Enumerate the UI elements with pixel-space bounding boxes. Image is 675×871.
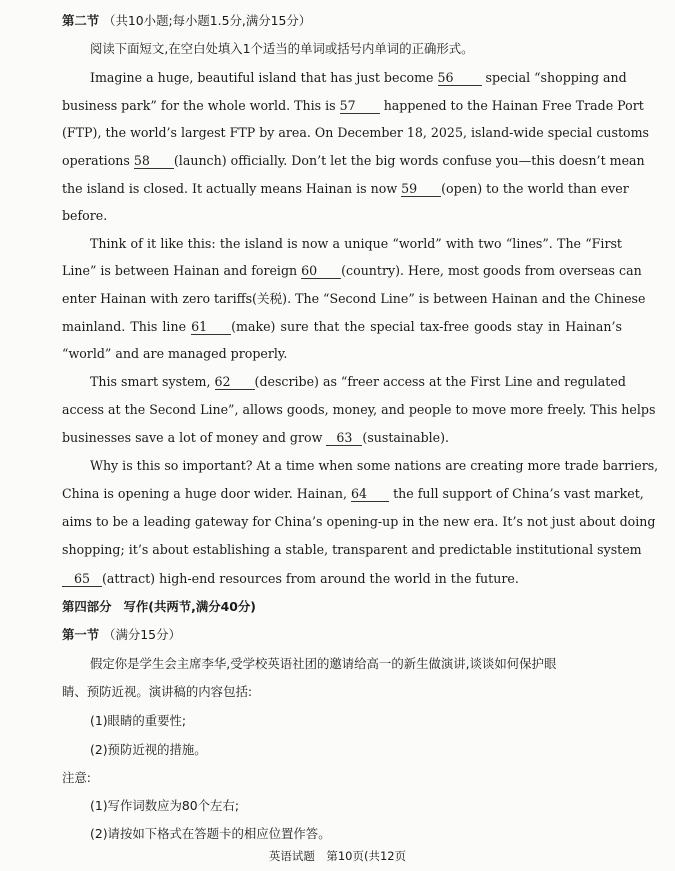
passage-line: access at the Second Line”, allows goods, money, and people to move more freely. This helps [62,402,656,417]
blank-57[interactable]: 57 [340,99,380,114]
section1-title: 第一节 [62,627,100,642]
section-header [62,12,622,30]
passage-line: (FTP), the world’s largest FTP by area. On December 18, 2025, island-wide special customs [62,125,650,140]
section1-score-note: （满分15分） [103,627,181,642]
blank-60[interactable]: 60 [301,264,341,279]
passage-line: Imagine a huge, beautiful island that has just become 56 special “shopping and [90,70,627,85]
prompt-line: 睛、预防近视。演讲稿的内容包括: [62,684,253,699]
page-footer: 英语试题 第10页(共12页 [268,849,407,863]
blank-59[interactable]: 59 [401,182,441,197]
passage-line: operations 58 (launch) officially. Don’t let the big words confuse you—this doesn’t mean [62,153,645,168]
section1-header [62,626,622,644]
content-item: (2)预防近视的措施。 [90,742,207,757]
passage-line: the island is closed. It actually means Hainan is now 59 (open) to the world than ever [62,181,629,196]
blank-58[interactable]: 58 [134,154,174,169]
passage-line: 65 (attract) high-end resources from around the world in the future. [62,570,622,588]
passage-line: business park” for the whole world. This is 57 happened to the Hainan Free Trade Port [62,98,644,113]
note-item: (1)写作词数应为80个左右; [90,798,240,813]
passage-line: “world” and are managed properly. [62,346,288,361]
part4-header [62,598,622,616]
instruction: 阅读下面短文,在空白处填入1个适当的单词或括号内单词的正确形式。 [90,41,474,56]
note-item: (2)请按如下格式在答题卡的相应位置作答。 [90,826,331,841]
passage-line: Think of it like this: the island is now a unique “world” with two “lines”. The “First [90,236,622,251]
passage-line: mainland. This line 61 (make) sure that the special tax-free goods stay in Hainan’s [62,319,622,334]
notes-label: 注意: [62,770,91,785]
passage-line: Why is this so important? At a time when some nations are creating more trade barriers, [90,458,659,473]
part4-title: 第四部分 [62,599,112,614]
blank-56[interactable]: 56 [438,71,482,86]
blank-64[interactable]: 64 [351,487,389,502]
prompt-line: 假定你是学生会主席李华,受学校英语社团的邀请给高一的新生做演讲,谈谈如何保护眼 [90,656,557,671]
section-score-note: （共10小题;每小题1.5分,满分15分） [103,13,312,28]
passage-line: aims to be a leading gateway for China’s opening-up in the new era. It’s not just about doing [62,514,656,529]
blank-61[interactable]: 61 [191,320,231,335]
passage-line: enter Hainan with zero tariffs(关税). The “Second Line” is between Hainan and the Chinese [62,291,646,306]
passage-line: businesses save a lot of money and grow 63 (sustainable). [62,430,450,445]
blank-63[interactable]: 63 [326,431,362,446]
blank-62[interactable]: 62 [215,375,255,390]
part4-heading: 写作(共两节,满分40分) [123,599,256,614]
passage-line: Line” is between Hainan and foreign 60 (country). Here, most goods from overseas can [62,263,642,278]
passage-line: before. [62,208,108,223]
section-title: 第二节 [62,13,100,28]
passage-line: This smart system, 62 (describe) as “freer access at the First Line and regulated [90,374,626,389]
content-item: (1)眼睛的重要性; [90,713,187,728]
passage-line: China is opening a huge door wider. Hainan, 64 the full support of China’s vast market, [62,486,644,501]
passage-line: shopping; it’s about establishing a stable, transparent and predictable institutional system [62,542,642,557]
blank-65[interactable]: 65 [62,572,102,587]
